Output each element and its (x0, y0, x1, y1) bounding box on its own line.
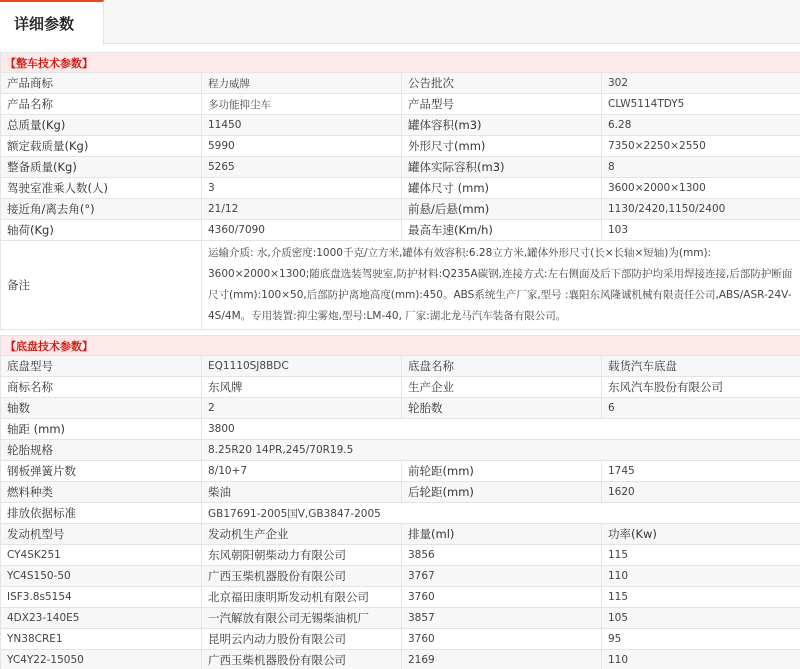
engine-power: 115 (602, 587, 800, 608)
param-value: 8/10+7 (202, 461, 402, 482)
param-value: 多功能抑尘车 (202, 94, 402, 115)
param-value: 东风牌 (202, 377, 402, 398)
param-value: 5990 (202, 136, 402, 157)
note-text: 运输介质: 水,介质密度:1000千克/立方米,罐体有效容积:6.28立方米,罐体外形尺寸(长×长轴×短轴)为(mm): 3600×2000×1300;随底盘选装驾驶室,防护材料:Q235A碳钢,连接方式:左右侧面及后下部防护均采用焊接连接,后部防护断面尺寸(mm):100×50,后部防护离地高度(mm):450。ABS系统生产厂家,型号 :襄阳东风隆诚机械有限责任公司,ABS/ASR-24V-4S/4M。专用装置:抑尘雾炮,型号:LM-40, 厂家:湖北龙马汽车装备有限公司。 (208, 247, 793, 322)
note-cell (202, 241, 800, 330)
param-value: 1745 (602, 461, 800, 482)
engine-maker: 一汽解放有限公司无锡柴油机厂 (202, 608, 402, 629)
engine-displacement: 3760 (402, 629, 602, 650)
table-row (1, 94, 800, 115)
engine-power: 95 (602, 629, 800, 650)
param-value: 3800 (202, 419, 800, 440)
param-value: 东风汽车股份有限公司 (602, 377, 800, 398)
engine-maker: 昆明云内动力股份有限公司 (202, 629, 402, 650)
engine-col-model: 发动机型号 (1, 524, 202, 545)
param-value: 103 (602, 220, 800, 241)
param-label: 公告批次 (402, 73, 602, 94)
param-value: 2 (202, 398, 402, 419)
param-label: 底盘名称 (402, 356, 602, 377)
table-row (1, 503, 800, 524)
param-label: 钢板弹簧片数 (1, 461, 202, 482)
param-label: 轴荷(Kg) (1, 220, 202, 241)
table-row (1, 482, 800, 503)
param-value: 6.28 (602, 115, 800, 136)
chassis-section-header (1, 336, 800, 356)
param-label: 燃料种类 (1, 482, 202, 503)
param-label: 轴数 (1, 398, 202, 419)
param-label: 外形尺寸(mm) (402, 136, 602, 157)
table-row (1, 356, 800, 377)
engine-row (1, 566, 800, 587)
engine-model: YC4S150-50 (1, 566, 202, 587)
engine-displacement: 3857 (402, 608, 602, 629)
engine-displacement: 3856 (402, 545, 602, 566)
param-label: 前悬/后悬(mm) (402, 199, 602, 220)
engine-row (1, 545, 800, 566)
param-label: 产品商标 (1, 73, 202, 94)
param-label: 驾驶室准乘人数(人) (1, 178, 202, 199)
engine-row (1, 629, 800, 650)
param-value: 302 (602, 73, 800, 94)
param-label: 商标名称 (1, 377, 202, 398)
engine-row (1, 587, 800, 608)
table-row (1, 461, 800, 482)
engine-model: YN38CRE1 (1, 629, 202, 650)
engine-displacement: 3767 (402, 566, 602, 587)
param-label: 后轮距(mm) (402, 482, 602, 503)
engine-model: ISF3.8s5154 (1, 587, 202, 608)
engine-model: YC4Y22-15050 (1, 650, 202, 669)
table-row (1, 178, 800, 199)
param-value: 3600×2000×1300 (602, 178, 800, 199)
param-value: 8.25R20 14PR,245/70R19.5 (202, 440, 800, 461)
table-row (1, 73, 800, 94)
vehicle-section-title: 【整车技术参数】 (1, 53, 800, 73)
param-value: 4360/7090 (202, 220, 402, 241)
table-row (1, 419, 800, 440)
param-value: 6 (602, 398, 800, 419)
engine-col-maker: 发动机生产企业 (202, 524, 402, 545)
param-value: 1620 (602, 482, 800, 503)
param-label: 底盘型号 (1, 356, 202, 377)
param-value: 3 (202, 178, 402, 199)
param-label: 整备质量(Kg) (1, 157, 202, 178)
params-content (0, 52, 800, 669)
param-value: 柴油 (202, 482, 402, 503)
param-label: 排放依据标准 (1, 503, 202, 524)
engine-col-power: 功率(Kw) (602, 524, 800, 545)
param-value: 8 (602, 157, 800, 178)
table-row (1, 157, 800, 178)
note-label: 备注 (1, 241, 202, 330)
param-label: 罐体实际容积(m3) (402, 157, 602, 178)
engine-displacement: 3760 (402, 587, 602, 608)
chassis-section-title: 【底盘技术参数】 (1, 336, 800, 356)
engine-row (1, 650, 800, 669)
engine-maker: 广西玉柴机器股份有限公司 (202, 566, 402, 587)
param-label: 轮胎规格 (1, 440, 202, 461)
param-label: 最高车速(Km/h) (402, 220, 602, 241)
param-value: 11450 (202, 115, 402, 136)
param-value: 21/12 (202, 199, 402, 220)
param-label: 接近角/离去角(°) (1, 199, 202, 220)
engine-maker: 北京福田康明斯发动机有限公司 (202, 587, 402, 608)
vehicle-section-header (1, 53, 800, 73)
param-value: GB17691-2005国V,GB3847-2005 (202, 503, 800, 524)
param-label: 轴距 (mm) (1, 419, 202, 440)
engine-maker: 东风朝阳朝柴动力有限公司 (202, 545, 402, 566)
param-label: 前轮距(mm) (402, 461, 602, 482)
param-value: EQ1110SJ8BDC (202, 356, 402, 377)
table-row (1, 220, 800, 241)
param-label: 总质量(Kg) (1, 115, 202, 136)
tab-bar (0, 0, 800, 44)
engine-maker: 广西玉柴机器股份有限公司 (202, 650, 402, 669)
param-label: 额定载质量(Kg) (1, 136, 202, 157)
param-value: 7350×2250×2550 (602, 136, 800, 157)
engine-col-displacement: 排量(ml) (402, 524, 602, 545)
engine-header-row (1, 524, 800, 545)
table-row (1, 199, 800, 220)
param-value: 1130/2420,1150/2400 (602, 199, 800, 220)
engine-model: CY4SK251 (1, 545, 202, 566)
table-row (1, 398, 800, 419)
table-row (1, 377, 800, 398)
param-label: 罐体尺寸 (mm) (402, 178, 602, 199)
engine-power: 105 (602, 608, 800, 629)
param-value: 载货汽车底盘 (602, 356, 800, 377)
table-row (1, 136, 800, 157)
table-row (1, 115, 800, 136)
param-label: 罐体容积(m3) (402, 115, 602, 136)
engine-power: 110 (602, 650, 800, 669)
param-value: CLW5114TDY5 (602, 94, 800, 115)
engine-row (1, 608, 800, 629)
tab-detail-params[interactable]: 详细参数 (0, 0, 104, 45)
params-table (0, 52, 800, 669)
note-row (1, 241, 800, 330)
engine-displacement: 2169 (402, 650, 602, 669)
param-value: 程力威牌 (202, 73, 402, 94)
engine-power: 110 (602, 566, 800, 587)
param-label: 产品型号 (402, 94, 602, 115)
param-label: 生产企业 (402, 377, 602, 398)
engine-model: 4DX23-140E5 (1, 608, 202, 629)
param-value: 5265 (202, 157, 402, 178)
param-label: 轮胎数 (402, 398, 602, 419)
param-label: 产品名称 (1, 94, 202, 115)
engine-power: 115 (602, 545, 800, 566)
table-row (1, 440, 800, 461)
